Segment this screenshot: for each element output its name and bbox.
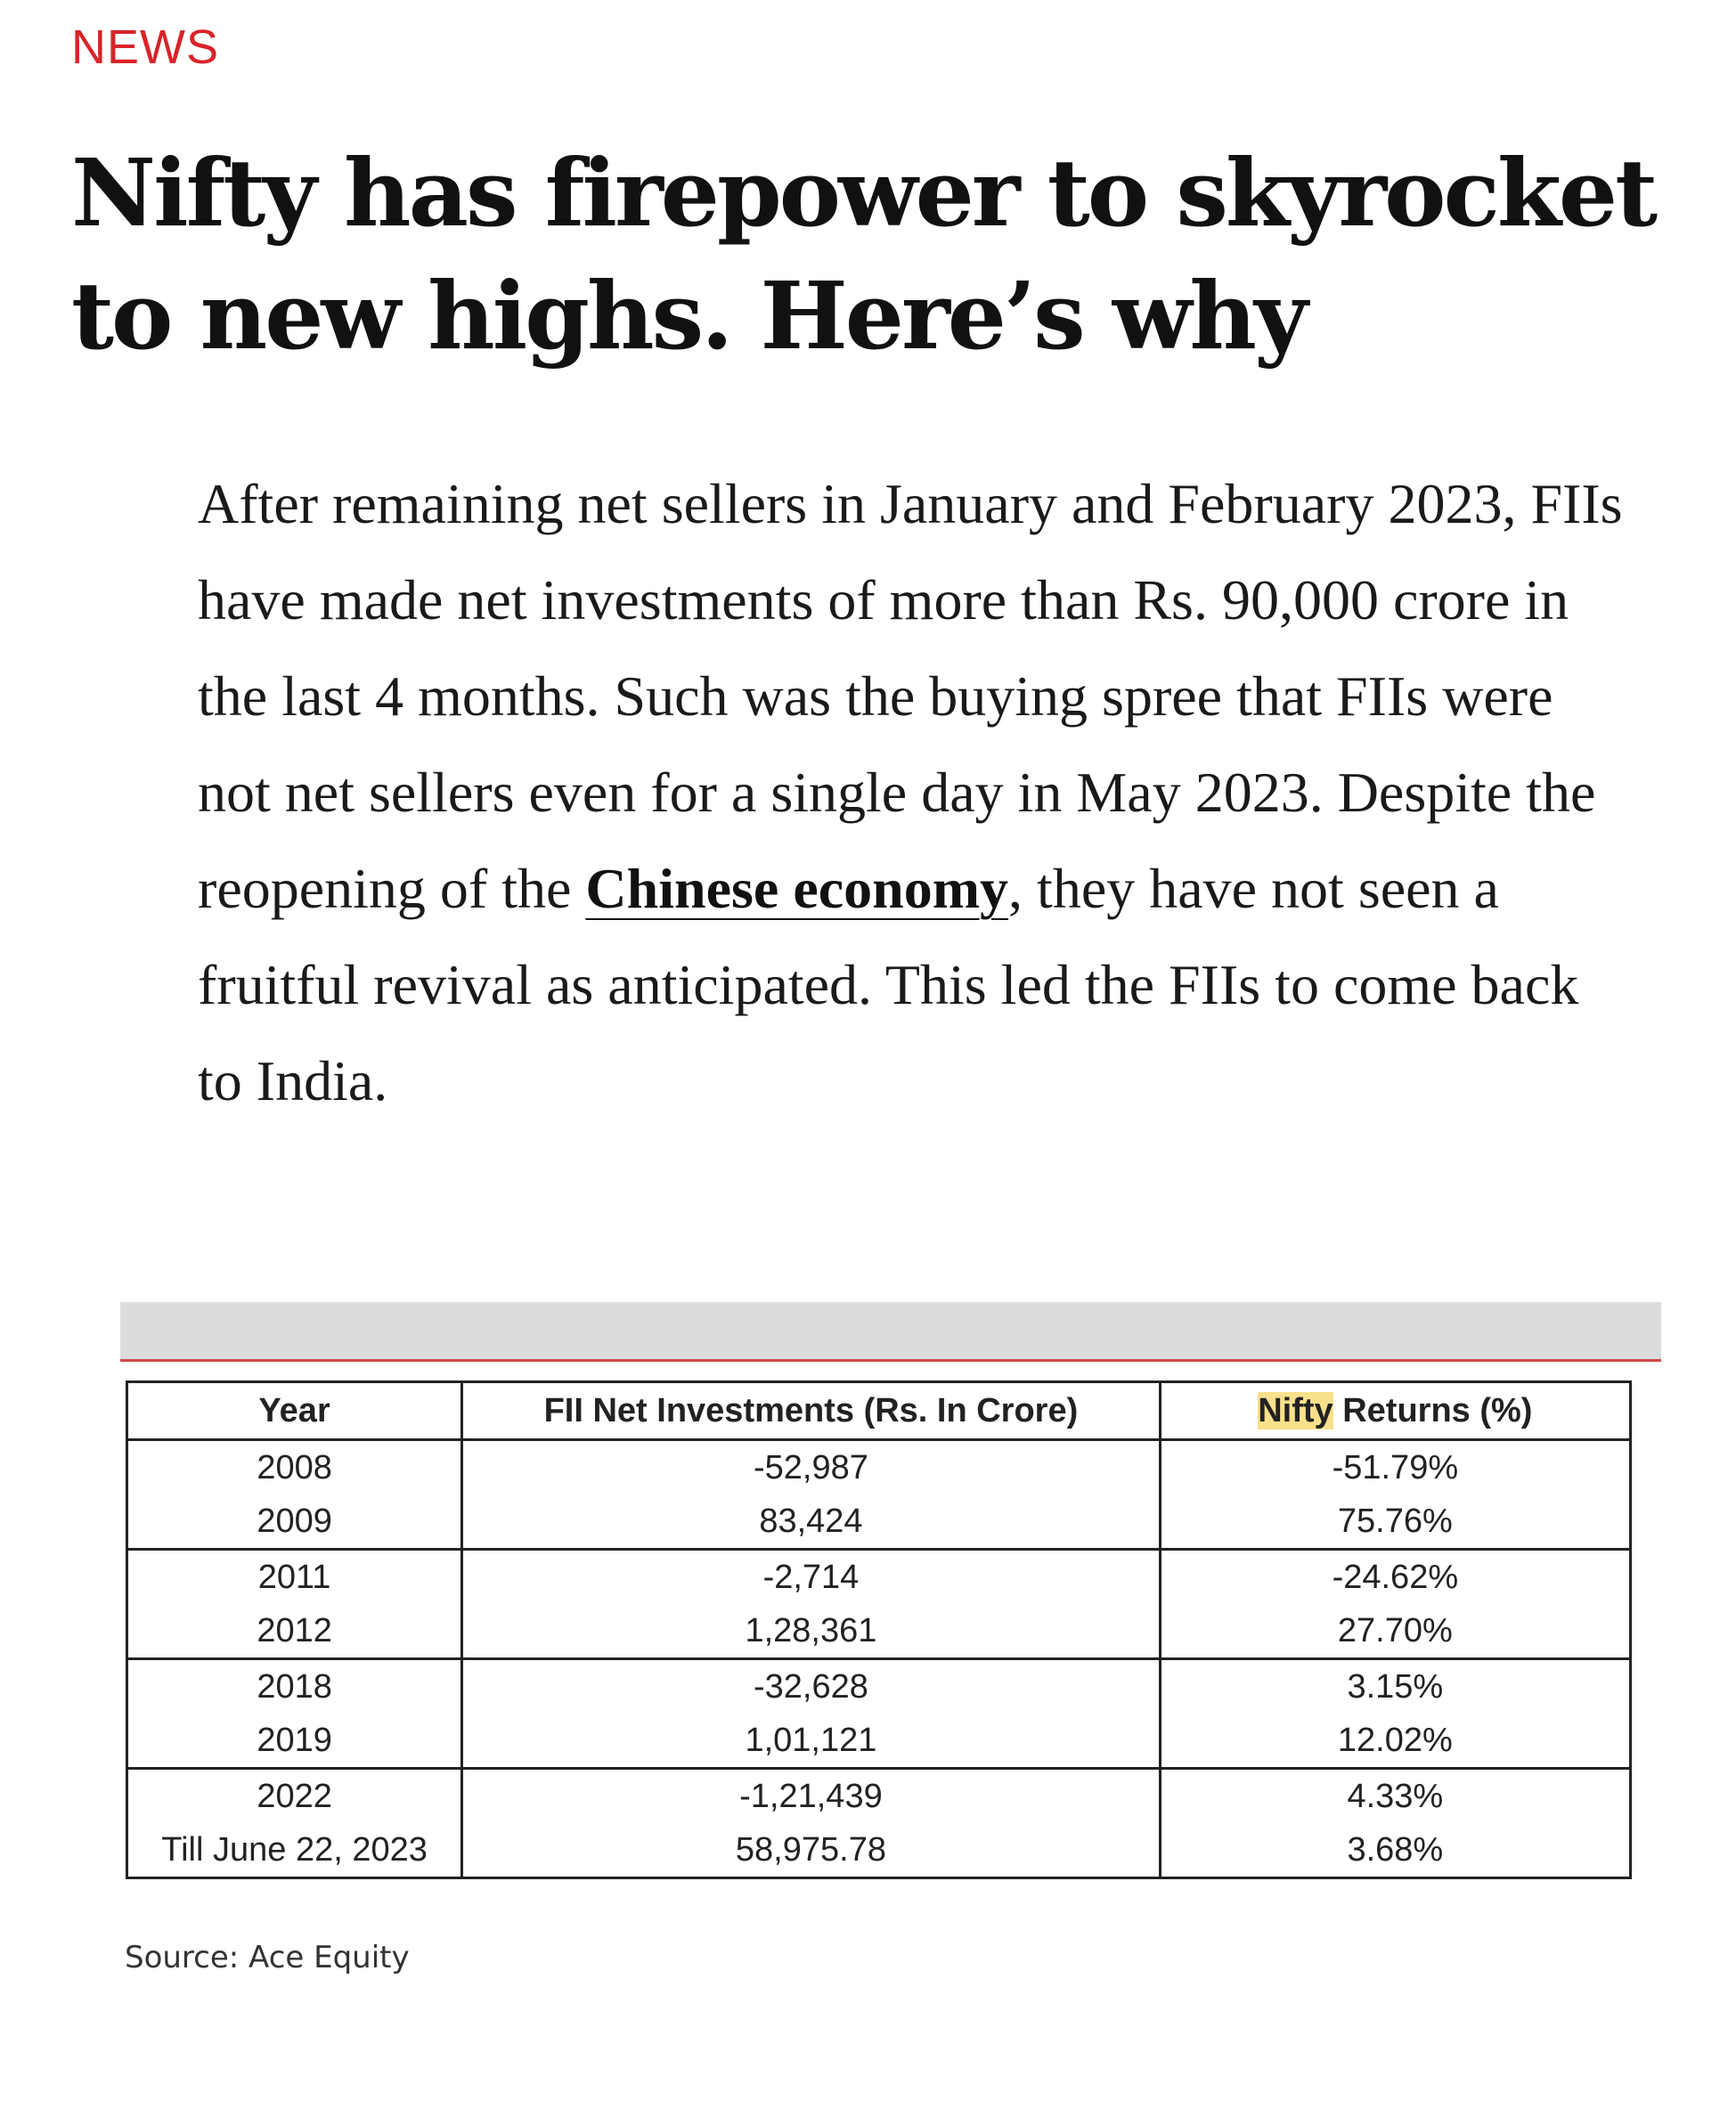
- cell-year: 2008: [127, 1440, 462, 1495]
- header-nifty-returns: [1160, 1382, 1630, 1440]
- article-headline: Nifty has firepower to skyrocket to new highs. Here’s why: [71, 138, 1656, 371]
- cell-year: Till June 22, 2023: [127, 1823, 462, 1878]
- cell-fii: 1,01,121: [462, 1714, 1161, 1769]
- cell-year: 2011: [127, 1550, 462, 1605]
- figure-header-bar: [120, 1302, 1661, 1362]
- cell-fii: -32,628: [462, 1659, 1161, 1714]
- body-text-before-link: After remaining net sellers in January and February 2023, FIIs have made net investments of more than Rs. 90,000 crore in the last 4 months. Such was the buying spree that FIIs were not net sellers even for a single day in May 2023. Despite the reopening of the: [198, 472, 1623, 920]
- body-text-after-link: , they have not seen a fruitful revival as anticipated. This led the FIIs to come back to India.: [198, 857, 1579, 1112]
- table-row: [127, 1550, 1631, 1605]
- cell-returns: 3.15%: [1160, 1659, 1630, 1714]
- cell-year: 2022: [127, 1769, 462, 1824]
- cell-returns: 4.33%: [1160, 1769, 1630, 1824]
- cell-fii: -2,714: [462, 1550, 1161, 1605]
- cell-fii: 83,424: [462, 1494, 1161, 1550]
- table-row: [127, 1714, 1631, 1769]
- cell-returns: -24.62%: [1160, 1550, 1630, 1605]
- header-fii-net-investments: FII Net Investments (Rs. In Crore): [462, 1382, 1161, 1440]
- source-caption: Source: Ace Equity: [125, 1940, 410, 1975]
- cell-fii: -1,21,439: [462, 1769, 1161, 1824]
- table-row: [127, 1494, 1631, 1550]
- table-row: [127, 1440, 1631, 1495]
- table-row: [127, 1659, 1631, 1714]
- cell-returns: 12.02%: [1160, 1714, 1630, 1769]
- table-row: [127, 1604, 1631, 1659]
- header-returns-rest: Returns (%): [1333, 1391, 1533, 1429]
- highlighted-word: Nifty: [1258, 1391, 1333, 1429]
- cell-fii: 58,975.78: [462, 1823, 1161, 1878]
- cell-returns: -51.79%: [1160, 1440, 1630, 1495]
- table-row: [127, 1823, 1631, 1878]
- table-row: [127, 1769, 1631, 1824]
- cell-year: 2009: [127, 1494, 462, 1550]
- cell-returns: 75.76%: [1160, 1494, 1630, 1550]
- cell-fii: -52,987: [462, 1440, 1161, 1495]
- cell-year: 2018: [127, 1659, 462, 1714]
- cell-returns: 3.68%: [1160, 1823, 1630, 1878]
- cell-fii: 1,28,361: [462, 1604, 1161, 1659]
- article-body: [198, 456, 1623, 1129]
- chinese-economy-link[interactable]: Chinese economy: [585, 857, 1009, 920]
- cell-year: 2019: [127, 1714, 462, 1769]
- header-year: Year: [127, 1382, 462, 1440]
- table-header-row: [127, 1382, 1631, 1440]
- cell-returns: 27.70%: [1160, 1604, 1630, 1659]
- fii-investments-table: [126, 1380, 1632, 1879]
- cell-year: 2012: [127, 1604, 462, 1659]
- section-label[interactable]: NEWS: [71, 20, 219, 74]
